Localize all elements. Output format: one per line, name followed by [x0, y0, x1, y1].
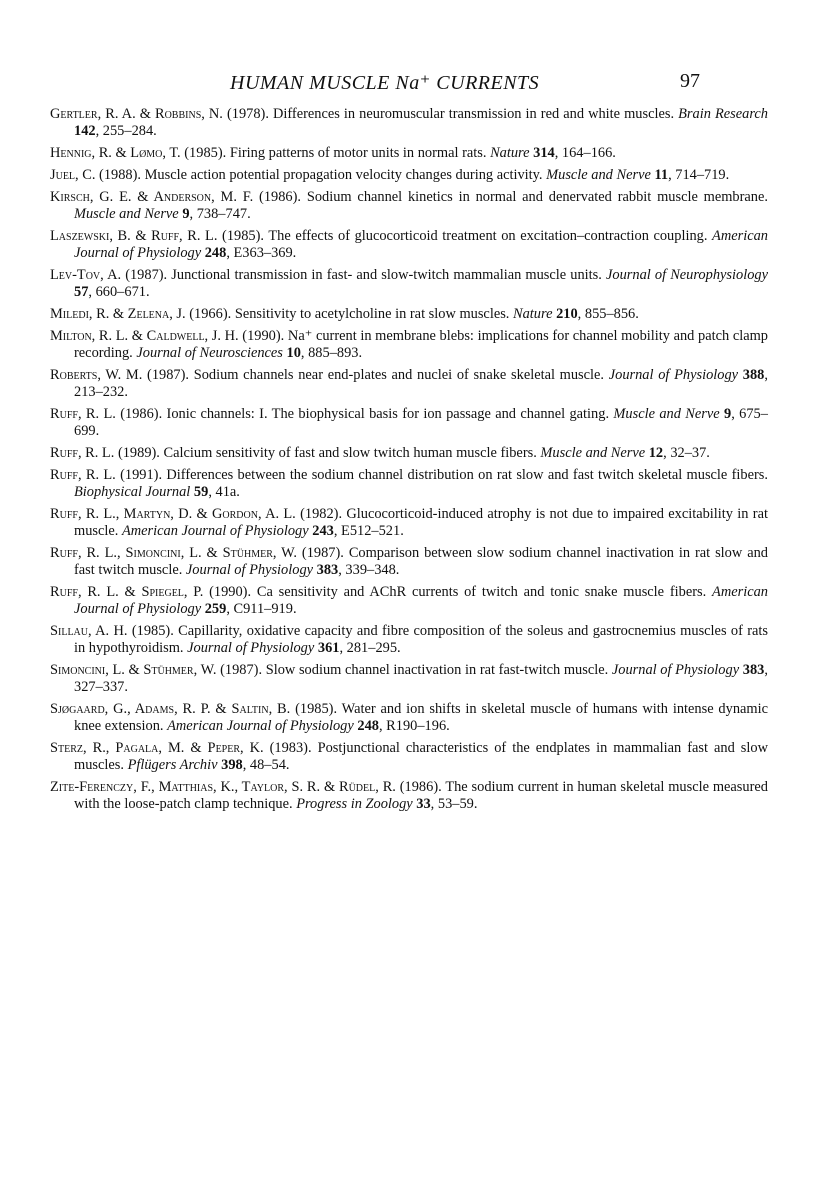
reference-entry [50, 740, 768, 774]
reference-entry [50, 228, 768, 262]
reference-entry [50, 145, 768, 162]
reference-pages: , 327–337. [74, 662, 768, 695]
reference-journal: Journal of Neurophysiology [606, 267, 768, 283]
reference-year: (1986). [120, 406, 163, 422]
reference-authors: Hennig, R. & Lømo, T. [50, 145, 181, 161]
reference-journal: American Journal of Physiology [74, 228, 768, 261]
reference-journal: Pflügers Archiv [127, 757, 218, 773]
reference-volume: 361 [317, 640, 340, 656]
reference-entry [50, 623, 768, 657]
reference-entry [50, 701, 768, 735]
reference-volume: 243 [312, 523, 334, 539]
reference-pages: , 714–719. [668, 167, 730, 183]
reference-volume: 11 [654, 167, 669, 183]
reference-year: (1985). [222, 228, 265, 244]
reference-entry [50, 779, 768, 813]
reference-journal: American Journal of Physiology [121, 523, 309, 539]
reference-title: Differences in neuromuscular transmission in red and white muscles. [273, 106, 675, 122]
reference-year: (1991). [120, 467, 163, 483]
reference-pages: , 213–232. [74, 367, 768, 400]
reference-title: Sensitivity to acetylcholine in rat slow muscles. [234, 306, 510, 322]
reference-pages: , 675–699. [74, 406, 768, 439]
reference-entry [50, 467, 768, 501]
reference-pages: , E363–369. [226, 245, 297, 261]
reference-year: (1987). [125, 267, 168, 283]
reference-journal: Muscle and Nerve [613, 406, 720, 422]
reference-entry [50, 267, 768, 301]
reference-year: (1985). [295, 701, 338, 717]
reference-year: (1988). [99, 167, 142, 183]
reference-year: (1966). [189, 306, 232, 322]
reference-entry [50, 167, 768, 184]
reference-entry [50, 328, 768, 362]
reference-authors: Sillau, A. H. [50, 623, 128, 639]
reference-year: (1982). [300, 506, 343, 522]
reference-pages: , 339–348. [338, 562, 400, 578]
reference-list [50, 106, 768, 818]
reference-volume: 314 [533, 145, 555, 161]
reference-year: (1986). [399, 779, 442, 795]
reference-journal: Muscle and Nerve [540, 445, 646, 461]
reference-entry [50, 106, 768, 140]
reference-pages: , C911–919. [226, 601, 297, 617]
reference-volume: 9 [182, 206, 190, 222]
reference-authors: Gertler, R. A. & Robbins, N. [50, 106, 223, 122]
reference-authors: Kirsch, G. E. & Anderson, M. F. [50, 189, 254, 205]
page-number: 97 [680, 70, 700, 92]
reference-title: Na⁺ current in membrane blebs: implications for channel mobility and patch clamp recording. [74, 328, 768, 361]
reference-volume: 248 [204, 245, 227, 261]
reference-title: Muscle action potential propagation velocity changes during activity. [144, 167, 543, 183]
reference-authors: Sjøgaard, G., Adams, R. P. & Saltin, B. [50, 701, 291, 717]
reference-volume: 383 [316, 562, 339, 578]
reference-authors: Ruff, R. L., Martyn, D. & Gordon, A. L. [50, 506, 296, 522]
reference-volume: 59 [193, 484, 209, 500]
reference-journal: Muscle and Nerve [74, 206, 179, 222]
reference-entry [50, 506, 768, 540]
reference-title: Water and ion shifts in skeletal muscle of humans with intense dynamic knee extension. [74, 701, 768, 734]
reference-title: Ionic channels: I. The biophysical basis for ion passage and channel gating. [166, 406, 610, 422]
reference-year: (1983). [269, 740, 312, 756]
reference-entry [50, 584, 768, 618]
reference-authors: Laszewski, B. & Ruff, R. L. [50, 228, 218, 244]
reference-volume: 9 [724, 406, 732, 422]
reference-volume: 33 [416, 796, 431, 812]
reference-volume: 259 [204, 601, 227, 617]
reference-entry [50, 189, 768, 223]
reference-journal: Brain Research [678, 106, 768, 122]
reference-pages: , R190–196. [378, 718, 450, 734]
reference-journal: Journal of Physiology [187, 640, 315, 656]
reference-journal: Progress in Zoology [296, 796, 413, 812]
reference-volume: 398 [221, 757, 243, 773]
reference-year: (1987). [147, 367, 189, 383]
reference-entry [50, 406, 768, 440]
reference-pages: , 53–59. [430, 796, 478, 812]
reference-title: The sodium current in human skeletal muscle measured with the loose-patch clamp technique. [74, 779, 768, 812]
reference-authors: Juel, C. [50, 167, 96, 183]
reference-authors: Lev-Tov, A. [50, 267, 122, 283]
reference-year: (1987). [220, 662, 263, 678]
reference-title: Comparison between slow sodium channel inactivation in rat slow and fast twitch muscle. [74, 545, 768, 578]
reference-year: (1987). [301, 545, 344, 561]
reference-entry [50, 306, 768, 323]
reference-pages: , 164–166. [554, 145, 616, 161]
reference-authors: Ruff, R. L. [50, 467, 116, 483]
reference-title: Sodium channel kinetics in normal and denervated rabbit muscle membrane. [306, 189, 768, 205]
reference-year: (1985). [131, 623, 174, 639]
reference-title: Ca sensitivity and AChR currents of twitch and tonic snake muscle fibers. [256, 584, 707, 600]
page-header [0, 70, 816, 94]
reference-year: (1985). [184, 145, 227, 161]
reference-pages: , 660–671. [88, 284, 150, 300]
reference-entry [50, 367, 768, 401]
reference-entry [50, 662, 768, 696]
reference-volume: 210 [556, 306, 578, 322]
reference-journal: Nature [513, 306, 553, 322]
reference-title: Capillarity, oxidative capacity and fibre composition of the soleus and gastrocnemius muscles of rats in hypothyroidism. [74, 623, 768, 656]
reference-journal: Nature [490, 145, 530, 161]
reference-authors: Ruff, R. L. [50, 445, 115, 461]
reference-journal: American Journal of Physiology [167, 718, 354, 734]
reference-journal: Journal of Physiology [611, 662, 740, 678]
reference-volume: 388 [742, 367, 765, 383]
reference-volume: 10 [286, 345, 301, 361]
reference-pages: , 281–295. [339, 640, 401, 656]
reference-title: Firing patterns of motor units in normal rats. [229, 145, 487, 161]
reference-title: Differences between the sodium channel distribution on rat slow and fast twitch skeletal muscle fibers. [166, 467, 768, 483]
reference-year: (1989). [117, 445, 160, 461]
reference-year: (1978). [226, 106, 269, 122]
reference-authors: Roberts, W. M. [50, 367, 143, 383]
reference-title: Postjunctional characteristics of the endplates in mammalian fast and slow muscles. [74, 740, 768, 773]
reference-pages: , 32–37. [663, 445, 710, 461]
reference-authors: Zite-Ferenczy, F., Matthias, K., Taylor, S. R. & Rüdel, R. [50, 779, 396, 795]
reference-journal: Muscle and Nerve [546, 167, 651, 183]
running-title: HUMAN MUSCLE Na⁺ CURRENTS [230, 72, 540, 94]
reference-year: (1986). [259, 189, 301, 205]
reference-authors: Ruff, R. L. & Spiegel, P. [50, 584, 204, 600]
reference-journal: Biophysical Journal [74, 484, 191, 500]
reference-title: Sodium channels near end-plates and nuclei of snake skeletal muscle. [193, 367, 605, 383]
reference-pages: , 48–54. [242, 757, 290, 773]
reference-year: (1990). [209, 584, 252, 600]
reference-pages: , 738–747. [189, 206, 251, 222]
reference-authors: Simoncini, L. & Stühmer, W. [50, 662, 217, 678]
reference-pages: , 885–893. [300, 345, 363, 361]
reference-volume: 57 [74, 284, 89, 300]
reference-title: Slow sodium channel inactivation in rat fast-twitch muscle. [265, 662, 609, 678]
reference-year: (1990). [242, 328, 285, 344]
reference-authors: Ruff, R. L. [50, 406, 116, 422]
reference-journal: Journal of Physiology [608, 367, 739, 383]
reference-title: Calcium sensitivity of fast and slow twitch human muscle fibers. [163, 445, 537, 461]
reference-entry [50, 545, 768, 579]
reference-volume: 12 [648, 445, 664, 461]
reference-title: Junctional transmission in fast- and slow-twitch mammalian muscle units. [171, 267, 602, 283]
reference-journal: American Journal of Physiology [74, 584, 768, 617]
reference-pages: , 255–284. [95, 123, 157, 139]
reference-pages: , 855–856. [577, 306, 639, 322]
reference-authors: Miledi, R. & Zelena, J. [50, 306, 186, 322]
reference-volume: 383 [742, 662, 765, 678]
reference-pages: , 41a. [208, 484, 240, 500]
reference-pages: , E512–521. [333, 523, 404, 539]
reference-journal: Journal of Neurosciences [136, 345, 283, 361]
reference-volume: 142 [74, 123, 96, 139]
reference-authors: Sterz, R., Pagala, M. & Peper, K. [50, 740, 264, 756]
reference-authors: Ruff, R. L., Simoncini, L. & Stühmer, W. [50, 545, 297, 561]
reference-entry [50, 445, 768, 462]
reference-volume: 248 [357, 718, 379, 734]
reference-journal: Journal of Physiology [185, 562, 314, 578]
reference-title: Glucocorticoid-induced atrophy is not due to impaired excitability in rat muscle. [74, 506, 768, 539]
reference-title: The effects of glucocorticoid treatment on excitation–contraction coupling. [268, 228, 708, 244]
reference-authors: Milton, R. L. & Caldwell, J. H. [50, 328, 239, 344]
